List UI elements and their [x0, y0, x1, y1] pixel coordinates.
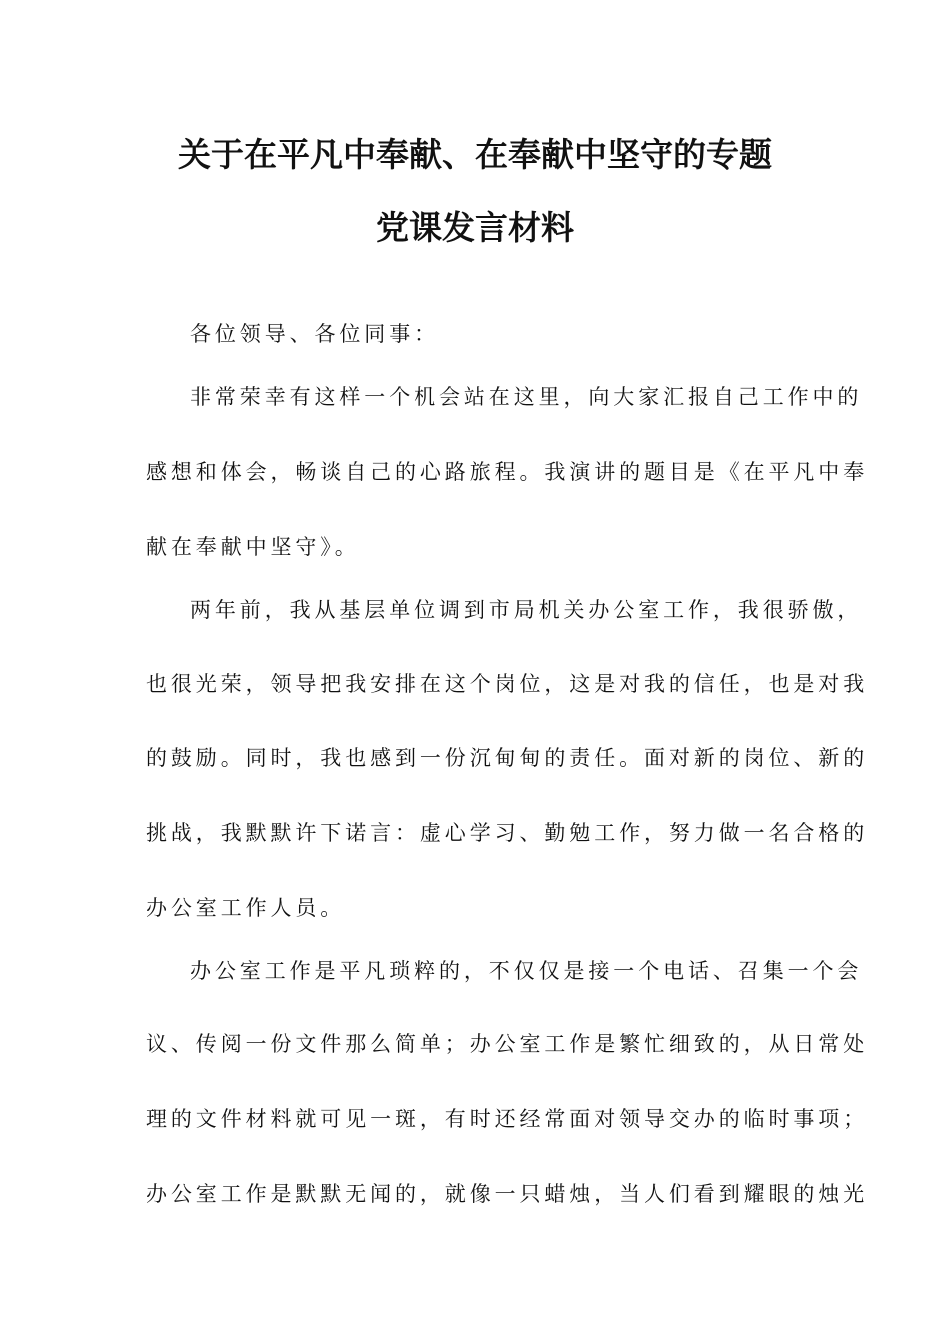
salutation: 各位领导、各位同事：: [190, 322, 439, 346]
document-title-line-2: 党课发言材料: [376, 208, 574, 247]
paragraph-line: 献在奉献中坚守》。: [146, 535, 360, 559]
document-title-line-1: 关于在平凡中奉献、在奉献中坚守的专题: [178, 135, 772, 174]
paragraph-line: 感想和体会，畅谈自己的心路旅程。我演讲的题目是《在平凡中奉: [146, 460, 869, 484]
paragraph-line: 办公室工作是平凡琐粹的，不仅仅是接一个电话、召集一个会: [190, 959, 863, 983]
paragraph-line: 办公室工作是默默无闻的，就像一只蜡烛，当人们看到耀眼的烛光: [146, 1182, 869, 1206]
paragraph-line: 两年前，我从基层单位调到市局机关办公室工作，我很骄傲，: [190, 598, 863, 622]
paragraph-line: 议、传阅一份文件那么简单；办公室工作是繁忙细致的，从日常处: [146, 1032, 869, 1056]
paragraph-line: 理的文件材料就可见一斑，有时还经常面对领导交办的临时事项；: [146, 1107, 869, 1131]
paragraph-line: 非常荣幸有这样一个机会站在这里，向大家汇报自己工作中的: [190, 385, 863, 409]
paragraph-line: 挑战，我默默许下诺言：虚心学习、勤勉工作，努力做一名合格的: [146, 821, 869, 845]
paragraph-line: 的鼓励。同时，我也感到一份沉甸甸的责任。面对新的岗位、新的: [146, 746, 869, 770]
paragraph-line: 也很光荣，领导把我安排在这个岗位，这是对我的信任，也是对我: [146, 672, 869, 696]
paragraph-line: 办公室工作人员。: [146, 896, 346, 920]
